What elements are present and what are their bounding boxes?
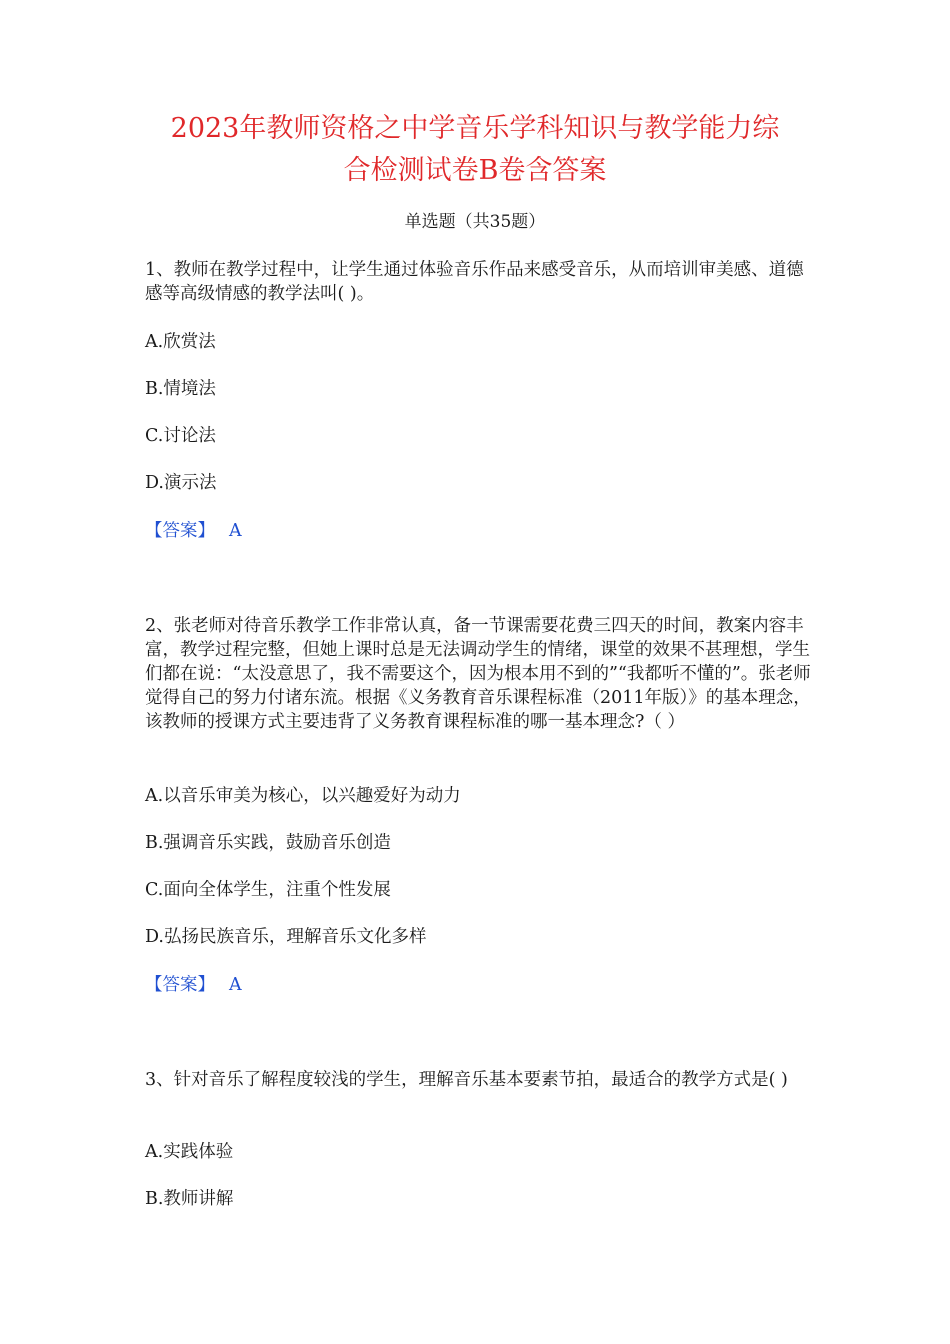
question-2-option-c: C.面向全体学生，注重个性发展	[145, 880, 391, 900]
document-title	[120, 108, 830, 192]
question-2-answer	[145, 973, 242, 997]
section-heading: 单选题（共35题）	[404, 212, 546, 232]
question-2-option-b: B.强调音乐实践，鼓励音乐创造	[145, 833, 391, 853]
question-1-option-d: D.演示法	[145, 473, 217, 493]
title-line-2: 合检测试卷B卷含答案	[343, 155, 607, 186]
title-line-1: 2023年教师资格之中学音乐学科知识与教学能力综	[170, 113, 780, 144]
question-1-option-a: A.欣赏法	[145, 332, 216, 352]
question-1-answer	[145, 519, 242, 543]
question-3-option-b: B.教师讲解	[145, 1189, 234, 1209]
answer-value: A	[229, 521, 242, 541]
answer-label: 【答案】	[145, 975, 215, 995]
question-1-text: 1、教师在教学过程中，让学生通过体验音乐作品来感受音乐，从而培训审美感、道德感等高级情感的教学法叫( )。	[145, 260, 804, 304]
question-1-option-c: C.讨论法	[145, 426, 216, 446]
question-2-option-d: D.弘扬民族音乐，理解音乐文化多样	[145, 927, 427, 947]
answer-label: 【答案】	[145, 521, 215, 541]
question-1-option-b: B.情境法	[145, 379, 216, 399]
question-3-option-a: A.实践体验	[145, 1142, 234, 1162]
answer-value: A	[229, 975, 242, 995]
question-2-option-a: A.以音乐审美为核心，以兴趣爱好为动力	[145, 786, 461, 806]
question-3-text: 3、针对音乐了解程度较浅的学生，理解音乐基本要素节拍，最适合的教学方式是( )	[145, 1070, 788, 1090]
question-2-text: 2、张老师对待音乐教学工作非常认真，备一节课需要花费三四天的时间，教案内容丰富，教学过程完整，但她上课时总是无法调动学生的情绪，课堂的效果不甚理想，学生们都在说：“太没意思了，我不需要这个，因为根本用不到的”“我都听不懂的”。张老师觉得自己的努力付诸东流。根据《义务教育音乐课程标准（2011年版）》的基本理念，该教师的授课方式主要违背了义务教育课程标准的哪一基本理念?（ ）	[145, 616, 811, 732]
